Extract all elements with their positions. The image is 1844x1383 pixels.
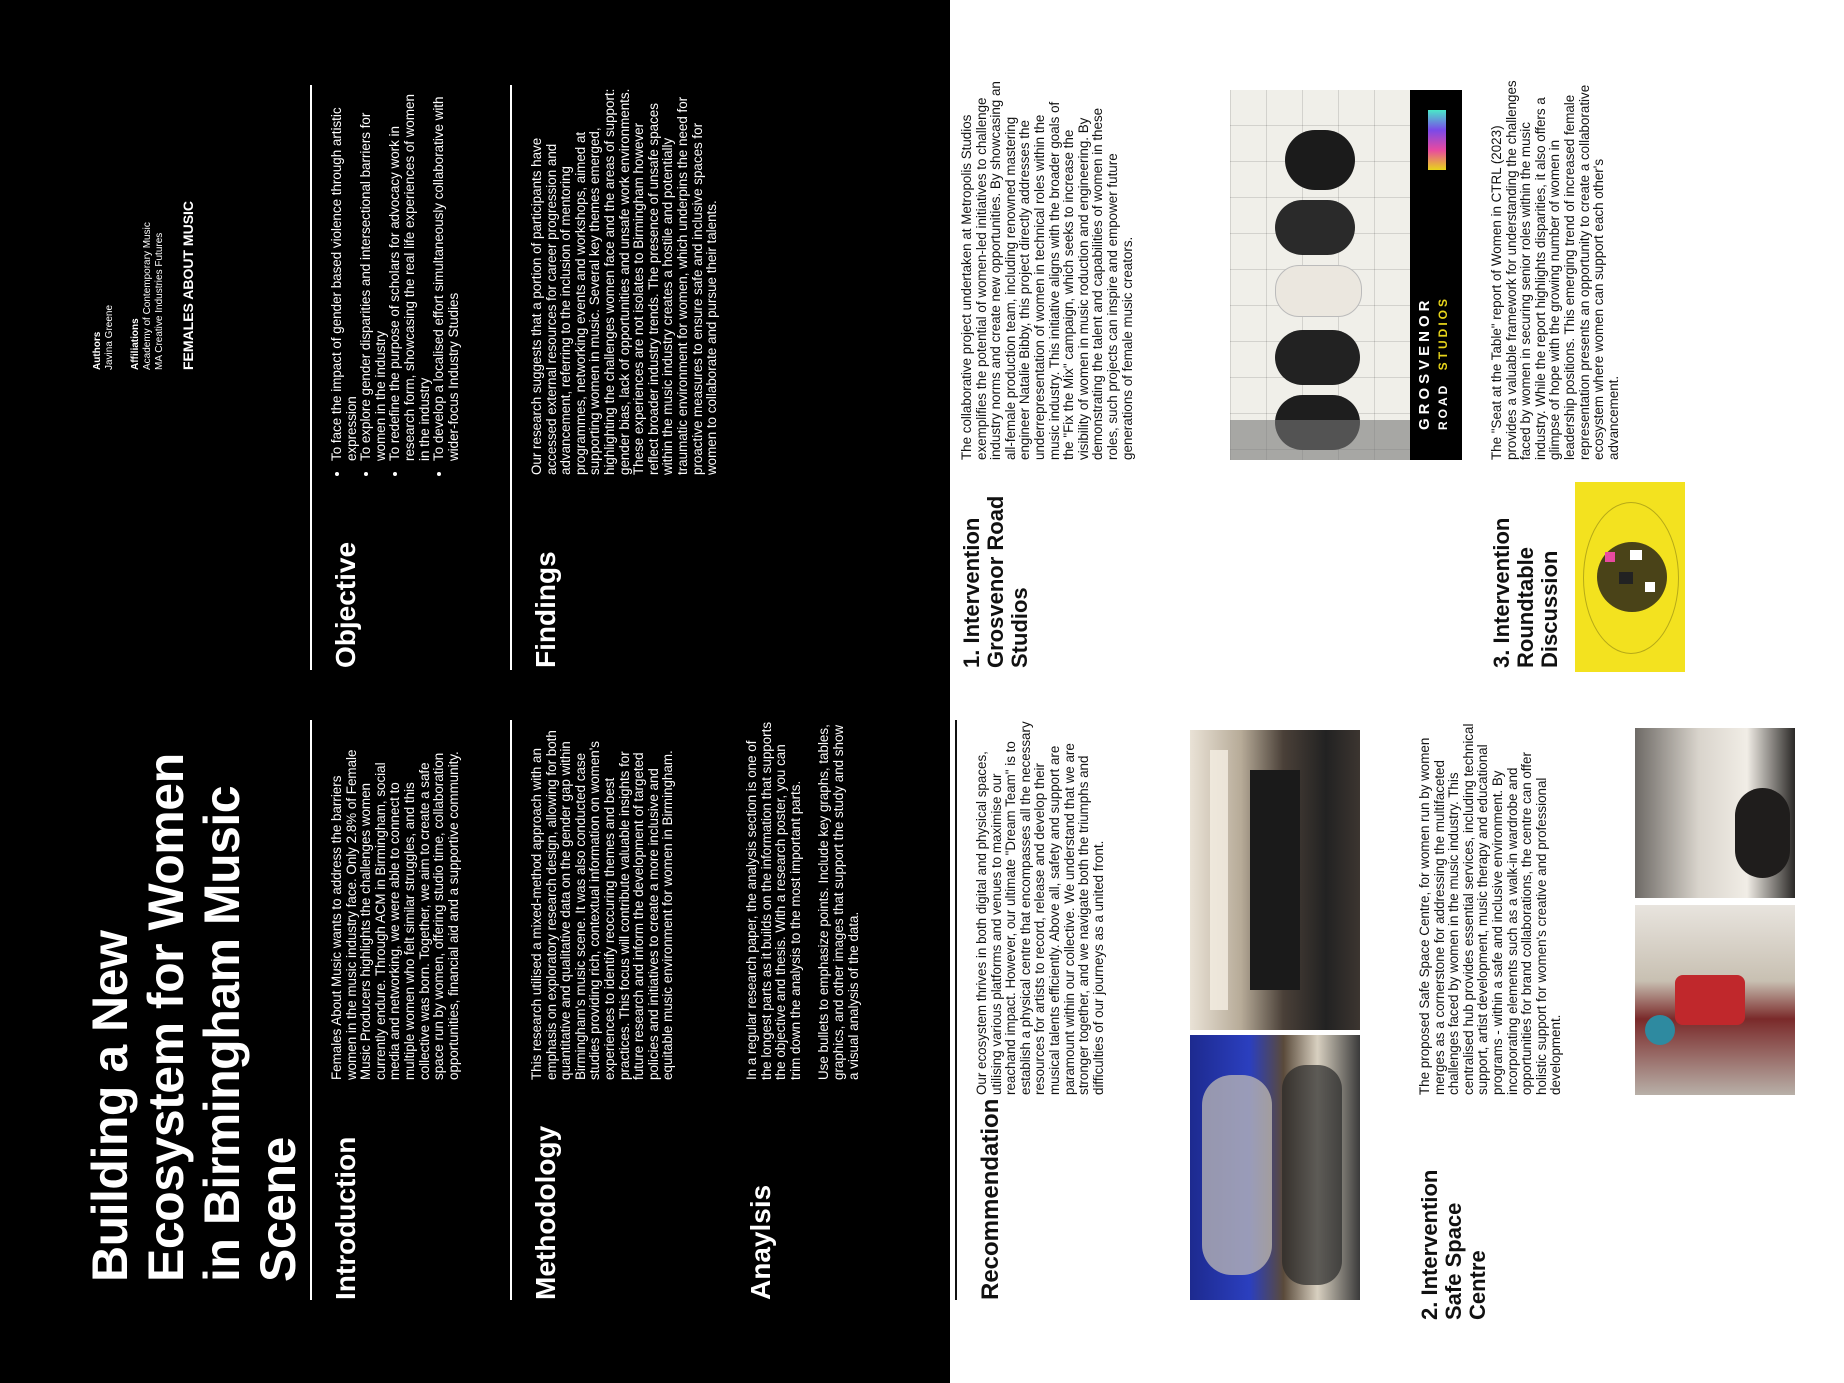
intervention-3-heading: 3. Intervention Roundtable Discussion (1489, 517, 1562, 668)
affiliations-label: Affiliations (130, 318, 141, 370)
introduction-text: Females About Music wants to address the barriers women in the music industry face. Only 2.8% of Female Music Producers highlights the challenges women currently endure. Through ACM in Birmingham, social media and networking, we were able to connect to multiple women who felt similar struggles, and this collective was born. Together, we aim to create a safe space run by women, offering studio time, collaboration opportunities, financial aid and a supportive community. (329, 749, 461, 1080)
objective-heading: Objective (330, 541, 361, 668)
objective-bullet: • To face the impact of gender based violence through artistic expression (330, 85, 359, 461)
intervention-1-heading: 1. Intervention Grosvenor Road Studios (959, 495, 1032, 668)
wardrobe-photo (1635, 728, 1795, 898)
org-name: FEMALES ABOUT MUSIC (180, 200, 196, 370)
recommendation-heading: Recommendation (977, 1098, 1004, 1300)
objective-bullet: • To explore gender disparities and intersectional barriers for women in the industry (359, 85, 388, 461)
grosvenor-group-photo (1230, 90, 1410, 460)
methodology-heading: Methodology (530, 1125, 561, 1300)
findings-text: Our research suggests that a portion of participants have accessed external resources for career progression and advancement, referring to the inclusion of mentoring programmes, networking events and workshops, aimed at supporting women in music. Several key themes emerged, highlighting the challenges women face and the areas of support: gender bias, lack of opportunities and unsafe work environments. These experiences are not isolates to Birmingham however reflect broader industry trends. The presence of unsafe spaces within the music industry creates a hostile and potentially traumatic environment for women, which underpins the need for proactive measures to ensure safe and inclusive spaces for women to collaborate and pursue their talents. (529, 88, 720, 475)
authors-block (92, 30, 196, 370)
divider-introduction (310, 720, 312, 1300)
analysis-heading: Anaylsis (745, 1184, 776, 1300)
logo-line-2: ROAD (1436, 382, 1450, 430)
divider-findings (510, 85, 512, 670)
logo-line-3: STUDIOS (1436, 295, 1450, 371)
objective-bullet: • To develop a localised effort simultaneously collaborative with wider-focus Industry Studies (432, 85, 461, 461)
intervention-3-text: The "Seat at the Table" report of Women in CTRL (2023) provides a valuable framework for understanding the challenges faced by women in securing senior roles within the music industry. While the report highlights disparities, it also offers a glimpse of hope with the growing number of women in leadership positions. This emerging trend of increased female representation presents an opportunity to create a collaborative ecosystem where women can support each other's advancement. (1489, 80, 1621, 460)
divider-objective (310, 85, 312, 670)
studio-group-photo (1190, 1035, 1360, 1300)
analysis-paragraph-2: Use bullets to emphasize points. Include key graphs, tables, graphics, and other images that support the study and show a visual analysis of the data. (816, 724, 861, 1080)
poster-title: Building a New Ecosystem for Women in Birmingham Music Scene (82, 753, 306, 1282)
divider-methodology (510, 720, 512, 1300)
authors-label: Authors (92, 331, 103, 370)
logo-line-1: GROSVENOR (1416, 296, 1433, 430)
logo-text (1416, 130, 1433, 430)
methodology-text: This research utilised a mixed-method approach with an emphasis on exploratory research design, allowing for both quantitative and qualitative data on the gender gap within Birmingham's music scene. It was also conducted case studies providing rich, contextual information on women's experiences to identify reoccuring themes and best practices. This focus will contribute valuable insights for future research and inform the development of targeted policies and initiatives to create a more inclusive and equitable music environment for women in Birmingham. (529, 730, 676, 1080)
objective-list (330, 85, 461, 475)
logo-subtext (1436, 130, 1450, 430)
analysis-paragraph-1: In a regular research paper, the analysis section is one of the longest parts as it builds on the information that supports the objective and thesis. With a research poster, you can trim down the analysis to the most important parts. (744, 721, 803, 1080)
affiliation-2: MA Creative Industries Futures (154, 232, 165, 370)
safe-space-interior-photo (1635, 905, 1795, 1095)
intervention-2-text: The proposed Safe Space Centre, for women run by women merges as a cornerstone for addressing the multifaceted challenges faced by women in the music industry. This centralised hub provides essential services, including technical support, artist development, music therapy and educational programs - within a safe and inclusive environment. By incorporating elements such as a walk-in wardrobe and opportunities for brand collaborations, the centre can offer holistic support for women's creative and professional development. (1417, 723, 1564, 1095)
roundtable-diagram (1575, 482, 1685, 672)
objective-bullet: • To redefine the purpose of scholars for advocacy work in research form, showcasing the real life experiences of women in the industry (388, 85, 432, 461)
affiliation-1: Academy of Contemporary Music (142, 222, 153, 370)
author-name: Javina Greene (104, 304, 115, 370)
introduction-heading: Introduction (330, 1136, 361, 1300)
analysis-text (745, 720, 861, 1080)
divider-recommendation (955, 720, 957, 1300)
intervention-2-heading: 2. Intervention Safe Space Centre (1417, 1169, 1490, 1320)
findings-heading: Findings (530, 551, 561, 668)
recommendation-text: Our ecosystem thrives in both digital and physical spaces, utilising various platforms and venues to maximise our reachand impact. However, our ultimate "Dream Team" is to establish a physical centre that encompasses all the necessary resources for artists to record, release and develop their musical talents efficiently. Above all, safety and support are paramount within our collective. We understand that we are stronger together, and we navigate both the triumphs and difficulties of our journeys as a united front. (974, 721, 1106, 1095)
grosvenor-logo (1410, 90, 1462, 460)
logo-mark (1428, 110, 1446, 170)
intervention-1-text: The collaborative project undertaken at Metropolis Studios exemplifies the potential of women-led initiatives to challenge industry norms and create new opportunities. By showcasing an all-female production team, including renowned mastering engineer Natalie Bibby, this project directly addresses the underrepresentation of women in technical roles within the music industry. This initiative aligns with the broader goals of the "Fix the Mix" campaign, which seeks to increase the visibility of women in music roduction and engineering. By demonstrating the talent and capabilities of women in these roles, such projects can inspire and empower future generations of female music creators. (959, 81, 1135, 460)
mixing-desk-photo (1190, 730, 1360, 1030)
